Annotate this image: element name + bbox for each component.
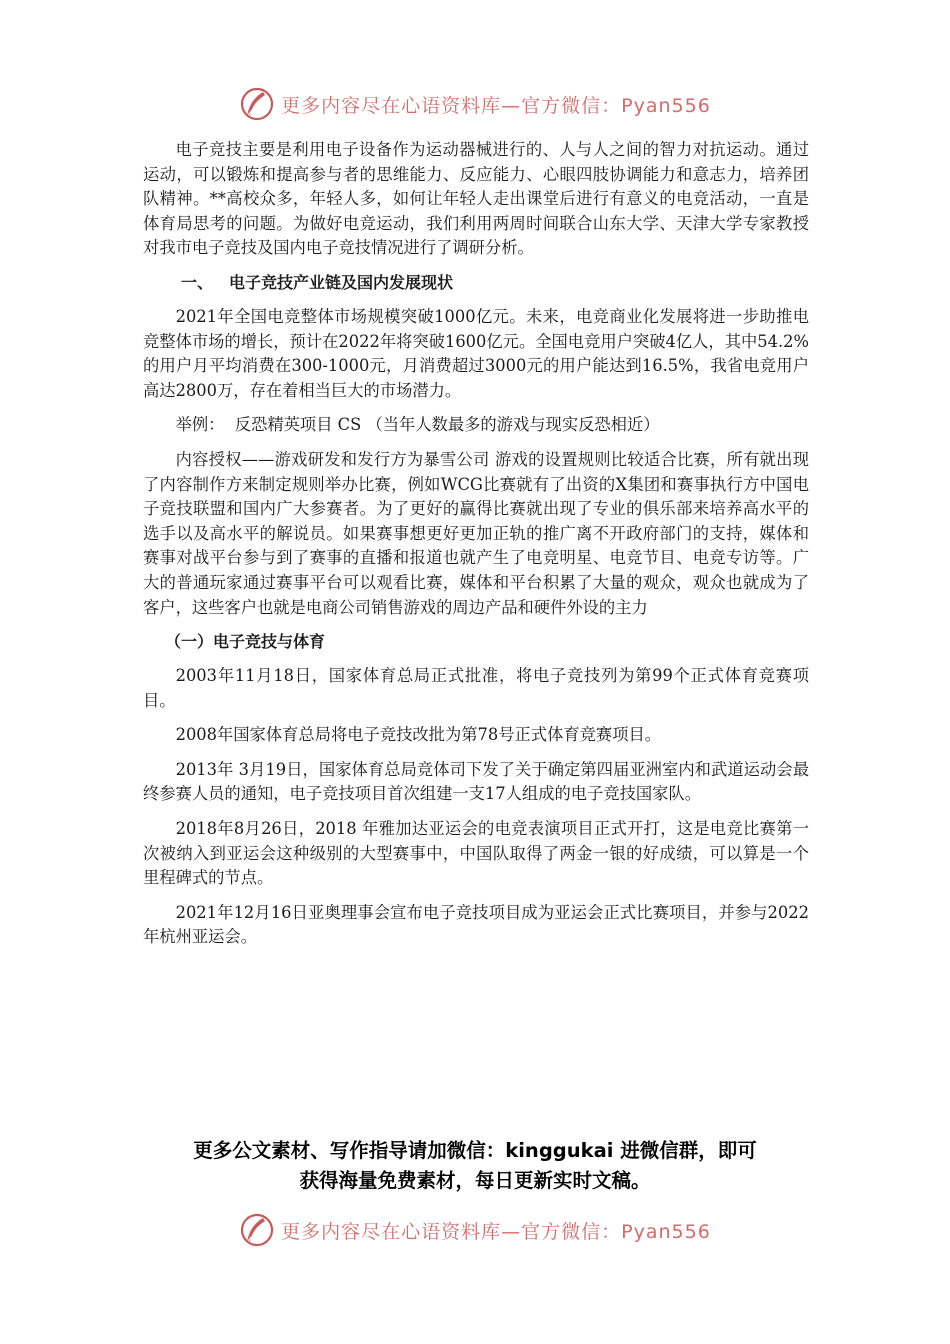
section-heading-1 — [143, 271, 809, 295]
subsection-heading-1 — [143, 630, 809, 654]
timeline-paragraph: 2013年 3月19日，国家体育总局竞体司下发了关于确定第四届亚洲室内和武道运动会最终参赛人员的通知，电子竞技项目首次组建一支17人组成的电子竞技国家队。 — [143, 759, 809, 804]
document-body — [143, 138, 809, 960]
footer-banner — [0, 1210, 950, 1250]
intro-paragraph: 电子竞技主要是利用电子设备作为运动器械进行的、人与人之间的智力对抗运动。通过运动，可以锻炼和提高参与者的思维能力、反应能力、心眼四肢协调能力和意志力，培养团队精神。**高校众多，年轻人多，如何让年轻人走出课堂后进行有意义的电竞活动，一直是体育局思考的问题。为做好电竞运动，我们利用两周时间联合山东大学、天津大学专家教授对我市电子竞技及国内电子竞技情况进行了调研分析。 — [143, 140, 809, 258]
footer-banner-text: 更多内容尽在心语资料库—官方微信：Pyan556 — [281, 1220, 711, 1243]
timeline-paragraph: 2003年11月18日，国家体育总局正式批准，将电子竞技列为第99个正式体育竞赛项目。 — [143, 666, 809, 710]
footer-note-line-1: 更多公文素材、写作指导请加微信：kinggukai 进微信群，即可 — [193, 1139, 757, 1162]
subsection-title: （一）电子竞技与体育 — [165, 632, 326, 652]
example-paragraph: 举例： 反恐精英项目 CS （当年人数最多的游戏与现实反恐相近） — [175, 415, 660, 435]
timeline-paragraph: 2018年8月26日，2018 年雅加达亚运会的电竞表演项目正式开打，这是电竞比赛第一次被纳入到亚运会这种级别的大型赛事中，中国队取得了两金一银的好成绩，可以算是一个里程碑式的节点。 — [143, 819, 809, 888]
footer-note — [0, 1136, 950, 1196]
market-paragraph: 2021年全国电竞整体市场规模突破1000亿元。未来，电竞商业化发展将进一步助推电竞整体市场的增长，预计在2022年将突破1600亿元。全国电竞用户突破4亿人，其中54.2%的用户月平均消费在300-1000元，月消费超过3000元的用户能达到16.5%，我省电竞用户高达2800万，存在着相当巨大的市场潜力。 — [143, 306, 809, 400]
section-title: 电子竞技产业链及国内发展现状 — [229, 272, 454, 292]
timeline-paragraph: 2021年12月16日亚奥理事会宣布电子竞技项目成为亚运会正式比赛项目，并参与2022年杭州亚运会。 — [143, 902, 809, 947]
quill-logo-icon — [239, 1212, 275, 1248]
header-banner — [0, 84, 950, 124]
quill-logo-icon — [239, 86, 275, 122]
timeline-paragraph: 2008年国家体育总局将电子竞技改批为第78号正式体育竞赛项目。 — [175, 725, 662, 745]
header-banner-text: 更多内容尽在心语资料库—官方微信：Pyan556 — [281, 94, 711, 117]
footer-note-line-2: 获得海量免费素材，每日更新实时文稿。 — [299, 1169, 651, 1192]
section-number: 一、 — [181, 272, 214, 292]
content-paragraph: 内容授权——游戏研发和发行方为暴雪公司 游戏的设置规则比较适合比赛，所有就出现了内容制作方来制定规则举办比赛，例如WCG比赛就有了出资的X集团和赛事执行方中国电子竞技联盟和国内广大参赛者。为了更好的赢得比赛就出现了专业的俱乐部来培养高水平的选手以及高水平的解说员。如果赛事想更好更加正轨的推广离不开政府部门的支持，媒体和赛事对战平台参与到了赛事的直播和报道也就产生了电竞明星、电竞节目、电竞专访等。广大的普通玩家通过赛事平台可以观看比赛，媒体和平台积累了大量的观众，观众也就成为了客户，这些客户也就是电商公司销售游戏的周边产品和硬件外设的主力 — [143, 449, 809, 617]
